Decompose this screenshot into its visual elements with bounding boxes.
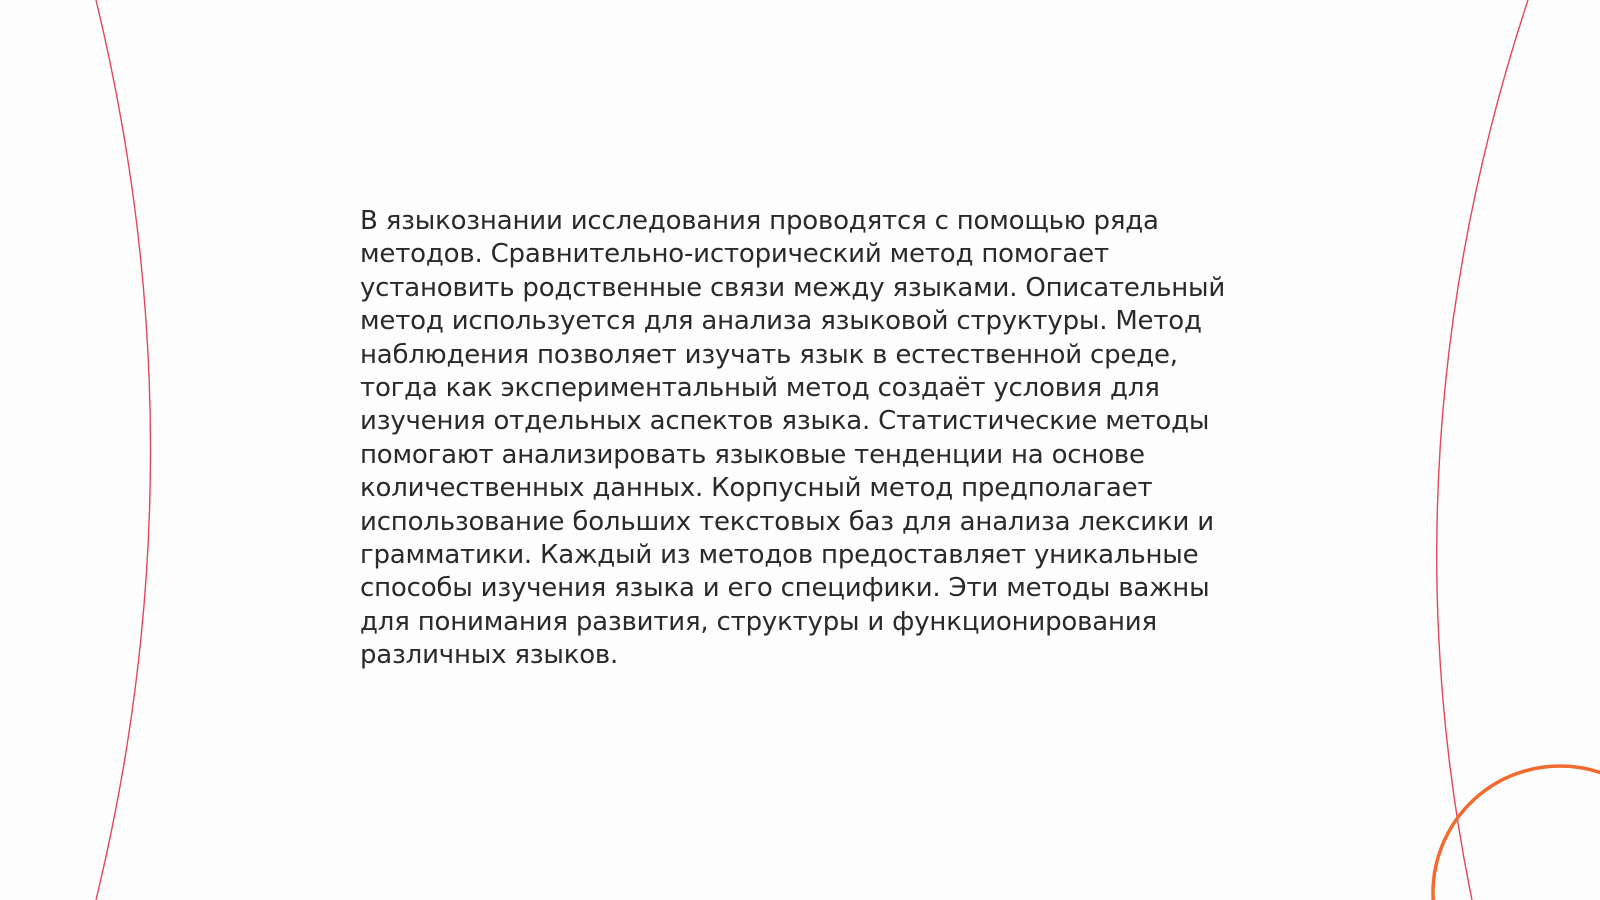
left-arc-line — [96, 0, 151, 900]
right-arc-line — [1437, 0, 1528, 900]
body-paragraph: В языкознании исследования проводятся с помощью ряда методов. Сравнительно-исторический метод помогает установить родственные связи между языками. Описательный метод используется для анализа языковой структуры. Метод наблюдения позволяет изучать язык в естественной среде, тогда как экспериментальный метод создаёт условия для изучения отдельных аспектов языка. Статистические методы помогают анализировать языковые тенденции на основе количественных данных. Корпусный метод предполагает использование больших текстовых баз для анализа лексики и грамматики. Каждый из методов предоставляет уникальные способы изучения языка и его специфики. Эти методы важны для понимания развития, структуры и функционирования различных языков. — [360, 206, 1226, 671]
orange-circle-outline — [1433, 766, 1600, 900]
